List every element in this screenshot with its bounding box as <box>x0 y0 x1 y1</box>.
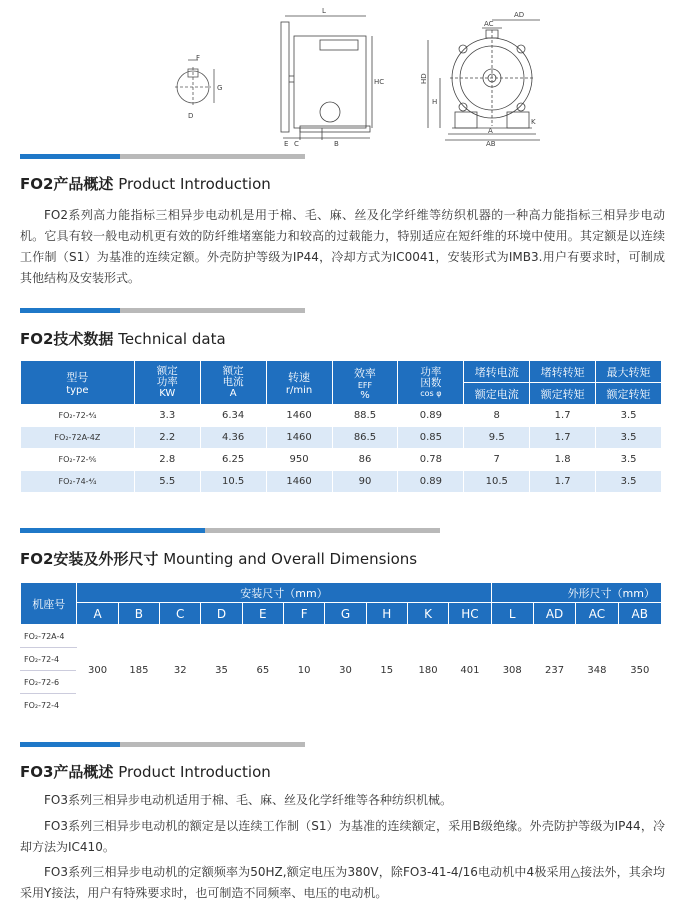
th-power: 额定功率 KW <box>134 361 200 405</box>
dims-title-en: Mounting and Overall Dimensions <box>163 550 418 568</box>
fo3-intro-p2: FO3系列三相异步电动机的额定是以连续工作制（S1）为基准的连续额定，采用B级绝缘。外壳防护等级为IP44，冷却方法为IC410。 <box>20 819 665 854</box>
tech-title <box>20 328 226 349</box>
table-row: FO₂-72-4 <box>21 694 662 717</box>
section-divider <box>20 742 305 747</box>
shaft-key-drawing <box>175 60 214 107</box>
label-h: H <box>432 98 438 106</box>
fo2-intro-title-en: Product Introduction <box>118 175 271 193</box>
dimensions-table: 机座号 安装尺寸（mm） 外形尺寸（mm） A B C D E F G H K HC L AD AC AB FO₂-72A-4 300 185 32 35 65 10 30 15 180 401 308 237 348 350 FO₂-72-4 FO₂-72-6 FO₂-72-4 <box>20 582 662 717</box>
table-row: FO₂-72A-4 300 185 32 35 65 10 30 15 180 401 308 237 348 350 <box>21 625 662 648</box>
motor-side-view <box>281 16 372 140</box>
dims-title <box>20 548 417 569</box>
table-row: FO₂-72-⁶⁄₆ 2.8 6.25 950 86 0.78 7 1.8 3.5 <box>21 449 662 471</box>
label-f: F <box>196 54 201 62</box>
th-rated-torque: 额定转矩 <box>530 383 596 405</box>
dims-title-cn: FO2安装及外形尺寸 <box>20 550 159 568</box>
fo3-intro-title <box>20 761 271 782</box>
fo3-intro-title-cn: FO3产品概述 <box>20 763 114 781</box>
th-type: 型号 type <box>21 361 135 405</box>
fo2-intro-title <box>20 173 271 194</box>
section-divider <box>20 308 305 313</box>
th-pf: 功率因数 cos φ <box>398 361 464 405</box>
fo3-intro-p1: FO3系列三相异步电动机适用于棉、毛、麻、丝及化学纤维等各种纺织机械。 <box>44 793 452 807</box>
th-locked-torque: 堵转转矩 <box>530 361 596 383</box>
fo3-intro-title-en: Product Introduction <box>118 763 271 781</box>
th-rated-current: 额定电流 <box>464 383 530 405</box>
tech-data-table <box>20 360 662 493</box>
th-install: 安装尺寸（mm） <box>77 583 491 603</box>
label-c: C <box>294 140 299 148</box>
section-divider <box>20 528 440 533</box>
th-speed: 转速 r/min <box>266 361 332 405</box>
tech-title-cn: FO2技术数据 <box>20 330 114 348</box>
fo3-intro-p3: FO3系列三相异步电动机的定额频率为50HZ,额定电压为380V，除FO3-41-4/16电动机中4极采用△接法外，其余均采用Y接法，用户有特殊要求时，也可制造不同频率、电压的电动机。 <box>20 865 665 900</box>
table-row: FO₂-72-6 <box>21 671 662 694</box>
table-row: FO₂-74-⁴⁄₄ 5.5 10.5 1460 90 0.89 10.5 1.7 3.5 <box>21 471 662 493</box>
fo2-intro-text: FO2系列高力能指标三相异步电动机是用于棉、毛、麻、丝及化学纤维等纺织机器的一种高力能指标三相异步电动机。它具有较一般电动机更有效的防纤维堵塞能力和较高的过载能力，特别适应在短纤维的环境中使用。其定额是以连续工作制（S1）为基准的连续定额。外壳防护等级为IP44，冷却方式为IC0041，安装形式为IMB3.用户有要求时，可制成其他结构及安装形式。 <box>20 208 665 285</box>
label-k: K <box>531 118 536 126</box>
motor-dimension-drawings <box>0 0 680 148</box>
th-rated-torque-2: 额定转矩 <box>596 383 662 405</box>
table-row: FO₂-72-⁴⁄₄ 3.3 6.34 1460 88.5 0.89 8 1.7 3.5 <box>21 405 662 427</box>
label-g: G <box>217 84 223 92</box>
label-ad: AD <box>514 11 525 19</box>
th-frame: 机座号 <box>21 583 77 625</box>
label-d: D <box>188 112 194 120</box>
motor-front-view <box>428 20 540 140</box>
th-max-torque: 最大转矩 <box>596 361 662 383</box>
th-outline: 外形尺寸（mm） <box>491 583 661 603</box>
label-a: A <box>488 127 493 135</box>
fo2-intro-title-cn: FO2产品概述 <box>20 175 114 193</box>
tech-title-en: Technical data <box>118 330 226 348</box>
th-current: 额定电流 A <box>200 361 266 405</box>
label-b: B <box>334 140 339 148</box>
label-hc: HC <box>374 78 385 86</box>
th-locked-current: 堵转电流 <box>464 361 530 383</box>
label-ac: AC <box>484 20 494 28</box>
section-divider <box>20 154 305 159</box>
label-e: E <box>284 140 289 148</box>
label-l: L <box>322 7 326 15</box>
table-row: FO₂-72-4 <box>21 648 662 671</box>
th-eff: 效率 EFF % <box>332 361 398 405</box>
table-row: FO₂-72A-4Z 2.2 4.36 1460 86.5 0.85 9.5 1.7 3.5 <box>21 427 662 449</box>
label-ab: AB <box>486 140 496 148</box>
label-hd: HD <box>420 73 428 84</box>
